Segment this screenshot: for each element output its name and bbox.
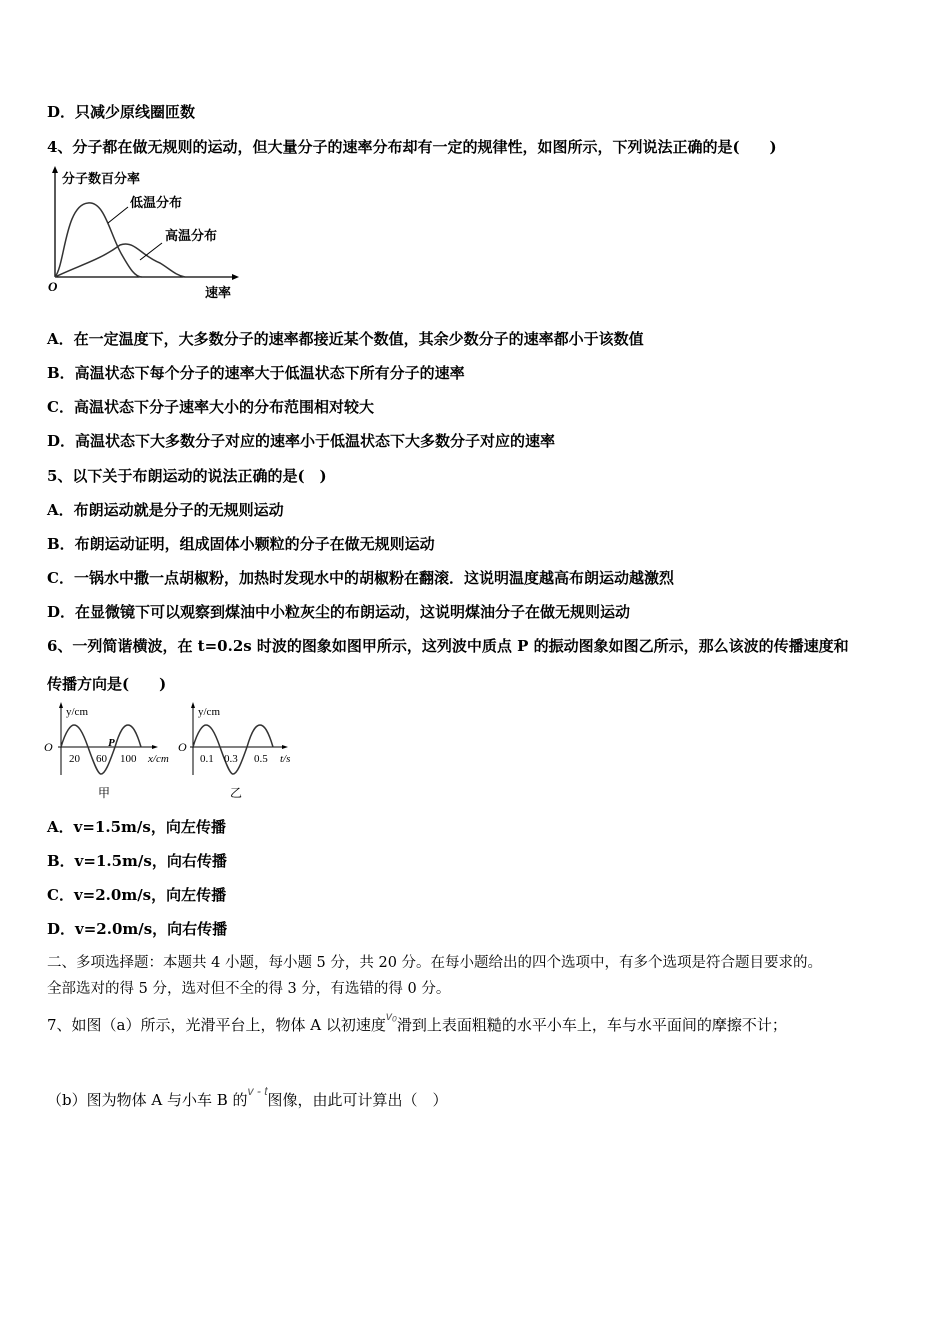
svg-text:甲: 甲 xyxy=(98,786,111,800)
svg-text:0.1: 0.1 xyxy=(200,753,214,765)
svg-text:O: O xyxy=(44,740,53,754)
svg-text:0.5: 0.5 xyxy=(254,753,268,765)
section2-heading-line1: 二、多项选择题：本题共 4 小题，每小题 5 分，共 20 分。在每小题给出的四个选项中，有多个选项是符合题目要求的。 xyxy=(47,955,823,971)
svg-text:t/s: t/s xyxy=(280,753,291,765)
svg-text:高温分布: 高温分布 xyxy=(165,228,218,243)
svg-text:y/cm: y/cm xyxy=(198,706,220,718)
q5-option-c: C．一锅水中撒一点胡椒粉，加热时发现水中的胡椒粉在翻滚．这说明温度越高布朗运动越激烈 xyxy=(47,569,674,587)
q6-option-b: B．v=1.5m/s，向右传播 xyxy=(47,852,227,870)
svg-text:速率: 速率 xyxy=(205,285,232,300)
svg-text:20: 20 xyxy=(69,753,80,765)
q4-stem: 4、分子都在做无规则的运动，但大量分子的速率分布却有一定的规律性，如图所示，下列说法正确的是( ) xyxy=(47,138,777,156)
q4-option-b: B．高温状态下每个分子的速率大于低温状态下所有分子的速率 xyxy=(47,364,465,382)
q7-line2: （b）图为物体 A 与小车 B 的$^{v - t}$图像，由此可计算出（ ） xyxy=(47,1084,448,1109)
svg-text:x/cm: x/cm xyxy=(148,753,169,765)
q6-option-c: C．v=2.0m/s，向左传播 xyxy=(47,886,227,904)
q5-option-b: B．布朗运动证明，组成固体小颗粒的分子在做无规则运动 xyxy=(47,535,435,553)
high-temp-curve xyxy=(55,244,185,277)
svg-text:0.3: 0.3 xyxy=(224,753,238,765)
svg-text:y/cm: y/cm xyxy=(66,706,88,718)
figure-jia xyxy=(44,702,169,800)
q6-wave-figures xyxy=(40,700,310,805)
svg-text:60: 60 xyxy=(96,753,107,765)
svg-text:O: O xyxy=(48,279,58,294)
svg-text:乙: 乙 xyxy=(230,786,243,800)
svg-text:分子数百分率: 分子数百分率 xyxy=(62,171,141,186)
svg-text:100: 100 xyxy=(120,753,137,765)
q4-option-d: D．高温状态下大多数分子对应的速率小于低温状态下大多数分子对应的速率 xyxy=(47,432,556,450)
low-temp-curve xyxy=(55,203,142,277)
svg-text:P: P xyxy=(108,737,115,749)
q4-option-a: A．在一定温度下，大多数分子的速率都接近某个数值，其余少数分子的速率都小于该数值 xyxy=(47,330,644,348)
q3-option-d: D．只减少原线圈匝数 xyxy=(47,103,196,121)
q5-option-a: A．布朗运动就是分子的无规则运动 xyxy=(47,501,284,519)
q4-speed-distribution-figure xyxy=(40,165,260,300)
q5-stem: 5、以下关于布朗运动的说法正确的是( ) xyxy=(47,467,327,485)
q6-option-a: A．v=1.5m/s，向左传播 xyxy=(47,818,226,836)
svg-text:O: O xyxy=(178,740,187,754)
q5-option-d: D．在显微镜下可以观察到煤油中小粒灰尘的布朗运动，这说明煤油分子在做无规则运动 xyxy=(47,603,631,621)
q4-option-c: C．高温状态下分子速率大小的分布范围相对较大 xyxy=(47,398,374,416)
q6-stem-line2: 传播方向是( ) xyxy=(47,675,167,693)
svg-text:低温分布: 低温分布 xyxy=(130,195,183,210)
q6-stem-line1: 6、一列简谐横波，在 t=0.2s 时波的图象如图甲所示，这列波中质点 P 的振动图象如图乙所示，那么该波的传播速度和 xyxy=(47,637,849,655)
figure-yi xyxy=(178,702,290,800)
q7-line1: 7、如图（a）所示，光滑平台上，物体 A 以初速度$^{v_0}$滑到上表面粗糙的水平小车上，车与水平面间的摩擦不计； xyxy=(47,1009,787,1034)
section2-heading-line2: 全部选对的得 5 分，选对但不全的得 3 分，有选错的得 0 分。 xyxy=(47,981,451,997)
q6-option-d: D．v=2.0m/s，向右传播 xyxy=(47,920,228,938)
